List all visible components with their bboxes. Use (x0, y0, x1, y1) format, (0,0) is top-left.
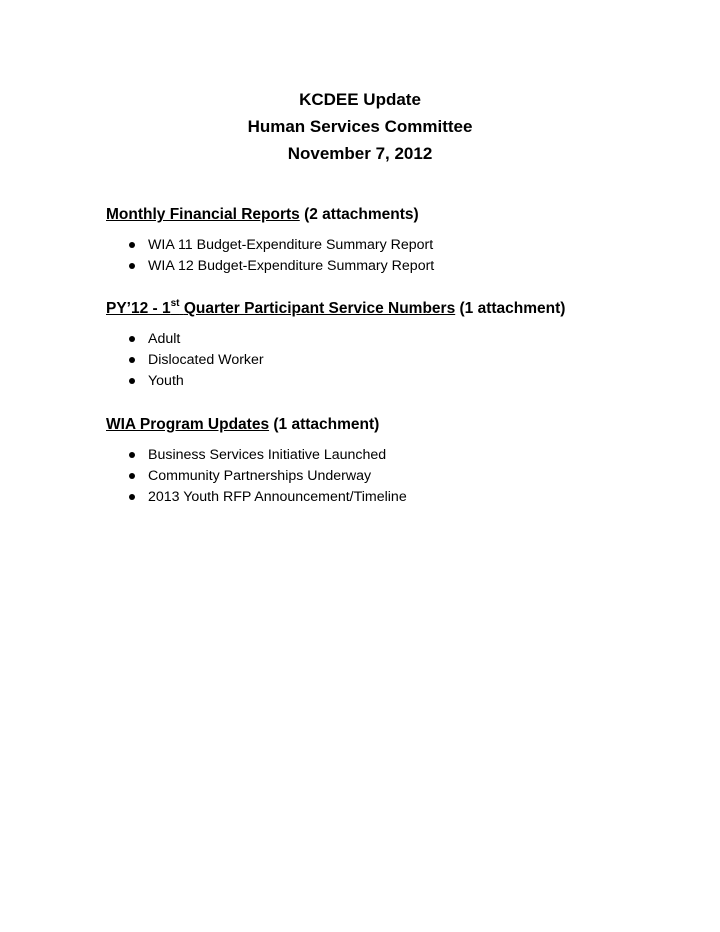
section-heading-prefix: PY’12 - 1 (106, 300, 171, 317)
list-item (106, 487, 706, 508)
bullet-icon (129, 452, 135, 458)
document-title: KCDEE Update (299, 90, 421, 109)
list-item (106, 235, 706, 256)
bullet-list (106, 445, 706, 508)
section-heading (106, 414, 706, 436)
bullet-icon (129, 378, 135, 384)
list-item-text: WIA 12 Budget-Expenditure Summary Report (148, 258, 435, 274)
list-item-text: WIA 11 Budget-Expenditure Summary Report (148, 237, 434, 253)
bullet-icon (129, 494, 135, 500)
list-item-text: Community Partnerships Underway (148, 468, 372, 484)
section-heading (106, 204, 706, 226)
bullet-icon (129, 473, 135, 479)
bullet-icon (129, 336, 135, 342)
bullet-icon (129, 357, 135, 363)
bullet-icon (129, 242, 135, 248)
list-item-text: Dislocated Worker (148, 352, 264, 368)
list-item-text: 2013 Youth RFP Announcement/Timeline (148, 489, 407, 505)
section-heading-main: Quarter Participant Service Numbers (183, 300, 456, 317)
list-item (106, 466, 706, 487)
section-participant-service-numbers (106, 298, 706, 392)
bullet-icon (129, 263, 135, 269)
document-title-block (0, 86, 720, 167)
bullet-list (106, 235, 706, 277)
section-attachment-note: (1 attachment) (459, 300, 566, 317)
bullet-list (106, 329, 706, 392)
list-item (106, 350, 706, 371)
section-heading-title (106, 300, 455, 317)
section-attachment-note: (2 attachments) (304, 206, 419, 223)
section-monthly-financial-reports (106, 204, 706, 277)
list-item (106, 371, 706, 392)
section-wia-program-updates (106, 414, 706, 508)
list-item-text: Adult (148, 331, 181, 347)
committee-name: Human Services Committee (247, 117, 473, 136)
list-item (106, 445, 706, 466)
section-attachment-note: (1 attachment) (273, 416, 380, 433)
section-heading-superscript: st (170, 298, 180, 309)
section-heading-title: Monthly Financial Reports (106, 206, 300, 223)
list-item (106, 329, 706, 350)
list-item-text: Youth (148, 373, 184, 389)
section-heading (106, 298, 706, 320)
list-item (106, 256, 706, 277)
section-heading-title: WIA Program Updates (106, 416, 270, 433)
meeting-date: November 7, 2012 (287, 144, 433, 163)
list-item-text: Business Services Initiative Launched (148, 447, 387, 463)
